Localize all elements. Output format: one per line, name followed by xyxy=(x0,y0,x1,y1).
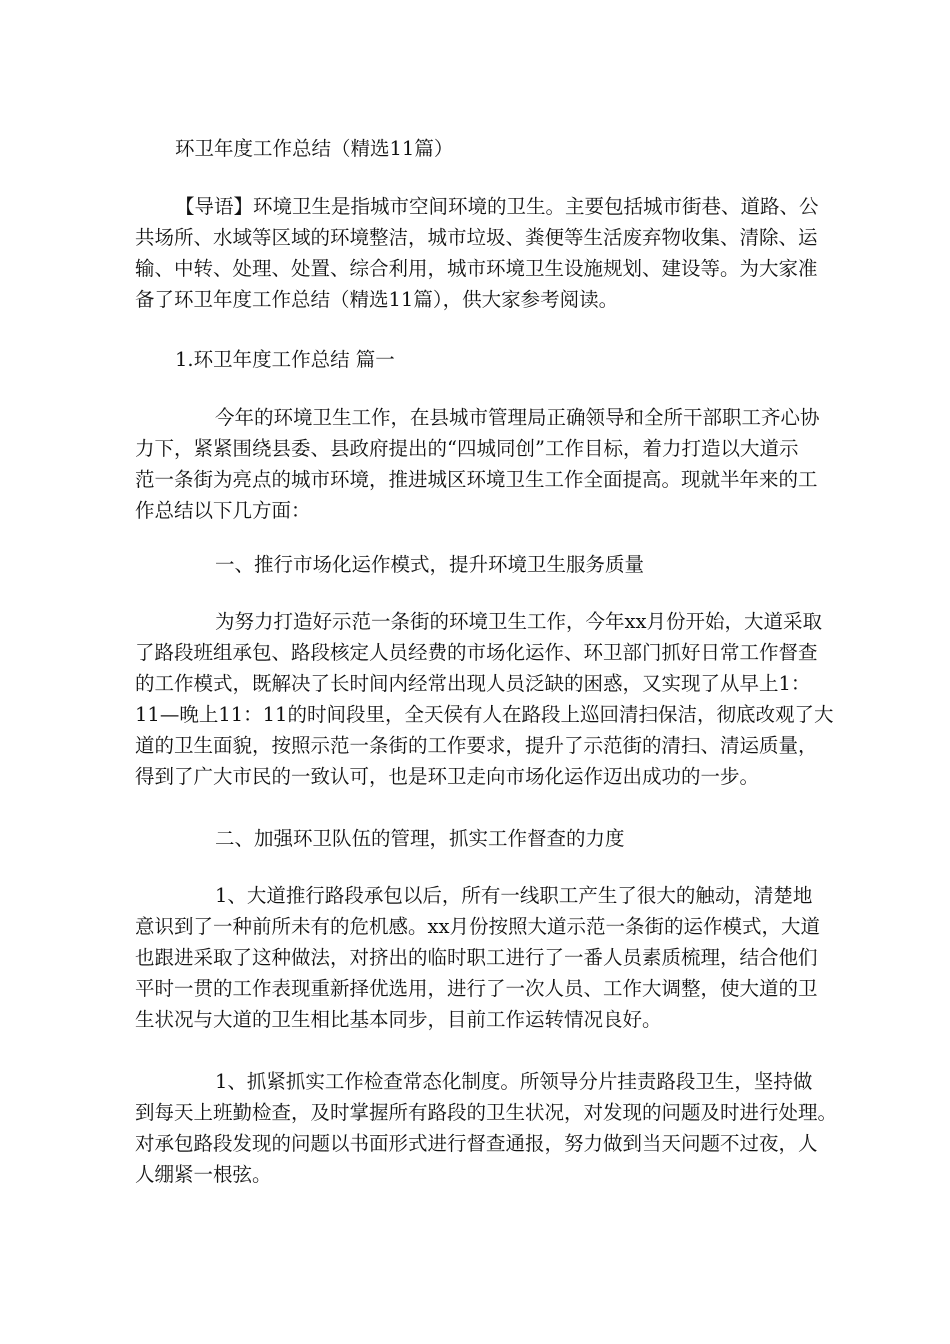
paragraph-line: 为努力打造好示范一条街的环境卫生工作，今年xx月份开始，大道采取 xyxy=(215,610,822,633)
paragraph-line: 对承包路段发现的问题以书面形式进行督查通报，努力做到当天问题不过夜，人 xyxy=(135,1132,818,1155)
intro-paragraph xyxy=(135,191,825,315)
paragraph-line: 人绷紧一根弦。 xyxy=(135,1163,272,1186)
paragraph-line: 1、大道推行路段承包以后，所有一线职工产生了很大的触动，清楚地 xyxy=(215,884,813,907)
document-title: 环卫年度工作总结（精选11篇） xyxy=(175,137,454,160)
paragraph-line: 平时一贯的工作表现重新择优选用，进行了一次人员、工作大调整，使大道的卫 xyxy=(135,977,818,1000)
paragraph-line: 作总结以下几方面： xyxy=(135,499,311,522)
paragraph-line: 得到了广大市民的一致认可，也是环卫走向市场化运作迈出成功的一步。 xyxy=(135,765,760,788)
section-heading: 1.环卫年度工作总结 篇一 xyxy=(175,348,395,371)
paragraph-line: 也跟进采取了这种做法，对挤出的临时职工进行了一番人员素质梳理，结合他们 xyxy=(135,946,818,969)
intro-line: 输、中转、处理、处置、综合利用，城市环境卫生设施规划、建设等。为大家准 xyxy=(135,257,818,280)
intro-line: 备了环卫年度工作总结（精选11篇），供大家参考阅读。 xyxy=(135,288,619,311)
paragraph-line: 力下，紧紧围绕县委、县政府提出的“四城同创”工作目标，着力打造以大道示 xyxy=(135,437,799,460)
intro-line: 【导语】环境卫生是指城市空间环境的卫生。主要包括城市街巷、道路、公 xyxy=(175,195,819,218)
paragraph-line: 了路段班组承包、路段核定人员经费的市场化运作、环卫部门抓好日常工作督查 xyxy=(135,641,818,664)
paragraph-4 xyxy=(135,1066,838,1190)
subheading-one: 一、推行市场化运作模式，提升环境卫生服务质量 xyxy=(215,553,645,576)
paragraph-line: 1、抓紧抓实工作检查常态化制度。所领导分片挂责路段卫生，坚持做 xyxy=(215,1070,813,1093)
subheading-two: 二、加强环卫队伍的管理，抓实工作督查的力度 xyxy=(215,827,625,850)
paragraph-line: 11—晚上11：11的时间段里，全天侯有人在路段上巡回清扫保洁，彻底改观了大 xyxy=(135,703,834,726)
paragraph-2 xyxy=(135,606,834,792)
paragraph-1 xyxy=(135,402,825,526)
paragraph-line: 意识到了一种前所未有的危机感。xx月份按照大道示范一条街的运作模式，大道 xyxy=(135,915,820,938)
paragraph-line: 的工作模式，既解决了长时间内经常出现人员泛缺的困惑，又实现了从早上1： xyxy=(135,672,811,695)
paragraph-line: 道的卫生面貌，按照示范一条街的工作要求，提升了示范街的清扫、清运质量， xyxy=(135,734,818,757)
paragraph-line: 到每天上班勤检查，及时掌握所有路段的卫生状况，对发现的问题及时进行处理。 xyxy=(135,1101,838,1124)
intro-line: 共场所、水域等区域的环境整洁，城市垃圾、粪便等生活废弃物收集、清除、运 xyxy=(135,226,818,249)
paragraph-3 xyxy=(135,880,825,1035)
paragraph-line: 范一条街为亮点的城市环境，推进城区环境卫生工作全面提高。现就半年来的工 xyxy=(135,468,818,491)
paragraph-line: 今年的环境卫生工作，在县城市管理局正确领导和全所干部职工齐心协 xyxy=(215,406,820,429)
paragraph-line: 生状况与大道的卫生相比基本同步，目前工作运转情况良好。 xyxy=(135,1008,662,1031)
